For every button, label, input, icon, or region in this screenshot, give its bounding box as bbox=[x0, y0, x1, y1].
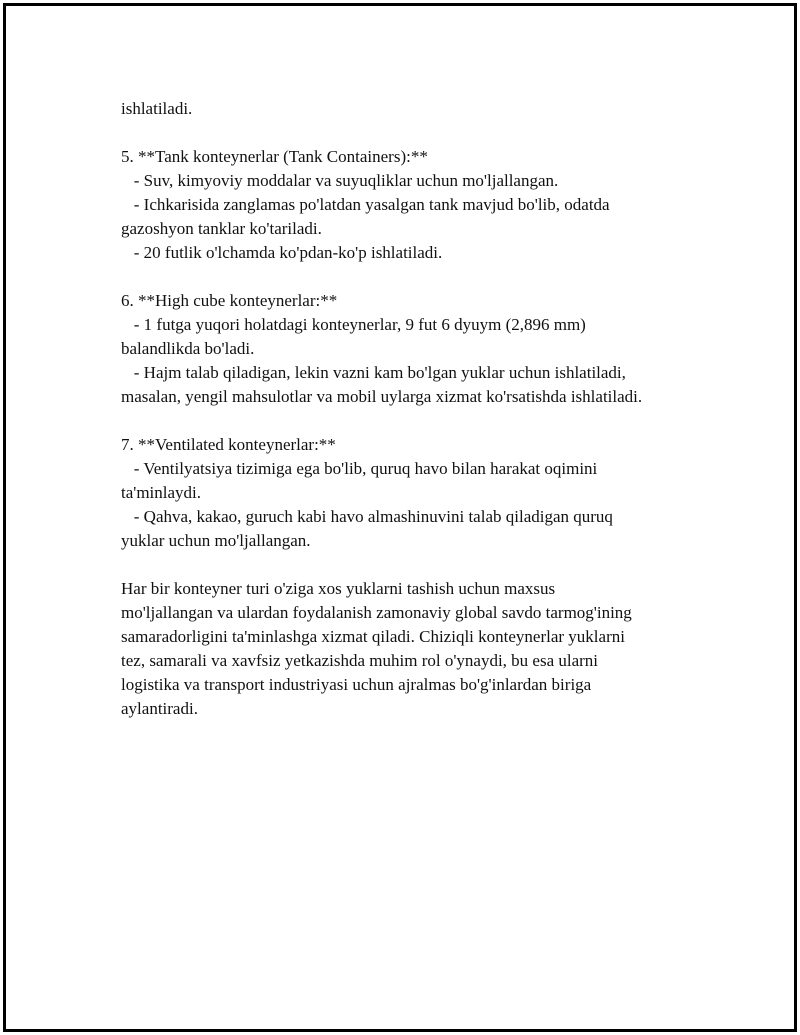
paragraph-gap bbox=[121, 409, 701, 433]
text-line: masalan, yengil mahsulotlar va mobil uylarga xizmat ko'rsatishda ishlatiladi. bbox=[121, 387, 643, 406]
text-line: yuklar uchun mo'ljallangan. bbox=[121, 531, 311, 550]
text-line: mo'ljallangan va ulardan foydalanish zamonaviy global savdo tarmog'ining bbox=[121, 603, 632, 622]
text-line: - Suv, kimyoviy moddalar va suyuqliklar uchun mo'ljallangan. bbox=[121, 171, 559, 190]
text-line: - 20 futlik o'lchamda ko'pdan-ko'p ishlatiladi. bbox=[121, 243, 443, 262]
text-line: logistika va transport industriyasi uchun ajralmas bo'g'inlardan biriga bbox=[121, 675, 592, 694]
conclusion-paragraph bbox=[121, 577, 701, 721]
section-ventilated bbox=[121, 433, 701, 553]
text-line: - Hajm talab qiladigan, lekin vazni kam bo'lgan yuklar uchun ishlatiladi, bbox=[121, 363, 626, 382]
text-line: gazoshyon tanklar ko'tariladi. bbox=[121, 219, 322, 238]
paragraph-gap bbox=[121, 265, 701, 289]
text-line: tez, samarali va xavfsiz yetkazishda muhim rol o'ynaydi, bu esa ularni bbox=[121, 651, 599, 670]
text-line: Har bir konteyner turi o'ziga xos yuklarni tashish uchun maxsus bbox=[121, 579, 556, 598]
text-line: ta'minlaydi. bbox=[121, 483, 202, 502]
paragraph-gap bbox=[121, 553, 701, 577]
text-line: - 1 futga yuqori holatdagi konteynerlar, 9 fut 6 dyuym (2,896 mm) bbox=[121, 315, 586, 334]
section-heading: 5. **Tank konteynerlar (Tank Containers):** bbox=[121, 147, 428, 166]
text-line: samaradorligini ta'minlashga xizmat qiladi. Chiziqli konteynerlar yuklarni bbox=[121, 627, 625, 646]
paragraph-gap bbox=[121, 121, 701, 145]
page-frame bbox=[3, 3, 797, 1032]
text-line: aylantiradi. bbox=[121, 699, 198, 718]
section-tank-containers bbox=[121, 145, 701, 265]
section-high-cube bbox=[121, 289, 701, 409]
section-heading: 7. **Ventilated konteynerlar:** bbox=[121, 435, 336, 454]
text-line: balandlikda bo'ladi. bbox=[121, 339, 255, 358]
text-line: - Qahva, kakao, guruch kabi havo almashinuvini talab qiladigan quruq bbox=[121, 507, 613, 526]
text-line: - Ventilyatsiya tizimiga ega bo'lib, quruq havo bilan harakat oqimini bbox=[121, 459, 598, 478]
paragraph-continuation bbox=[121, 97, 701, 121]
text-line: ishlatiladi. bbox=[121, 99, 193, 118]
section-heading: 6. **High cube konteynerlar:** bbox=[121, 291, 338, 310]
text-line: - Ichkarisida zanglamas po'latdan yasalgan tank mavjud bo'lib, odatda bbox=[121, 195, 610, 214]
document-body bbox=[121, 97, 701, 721]
